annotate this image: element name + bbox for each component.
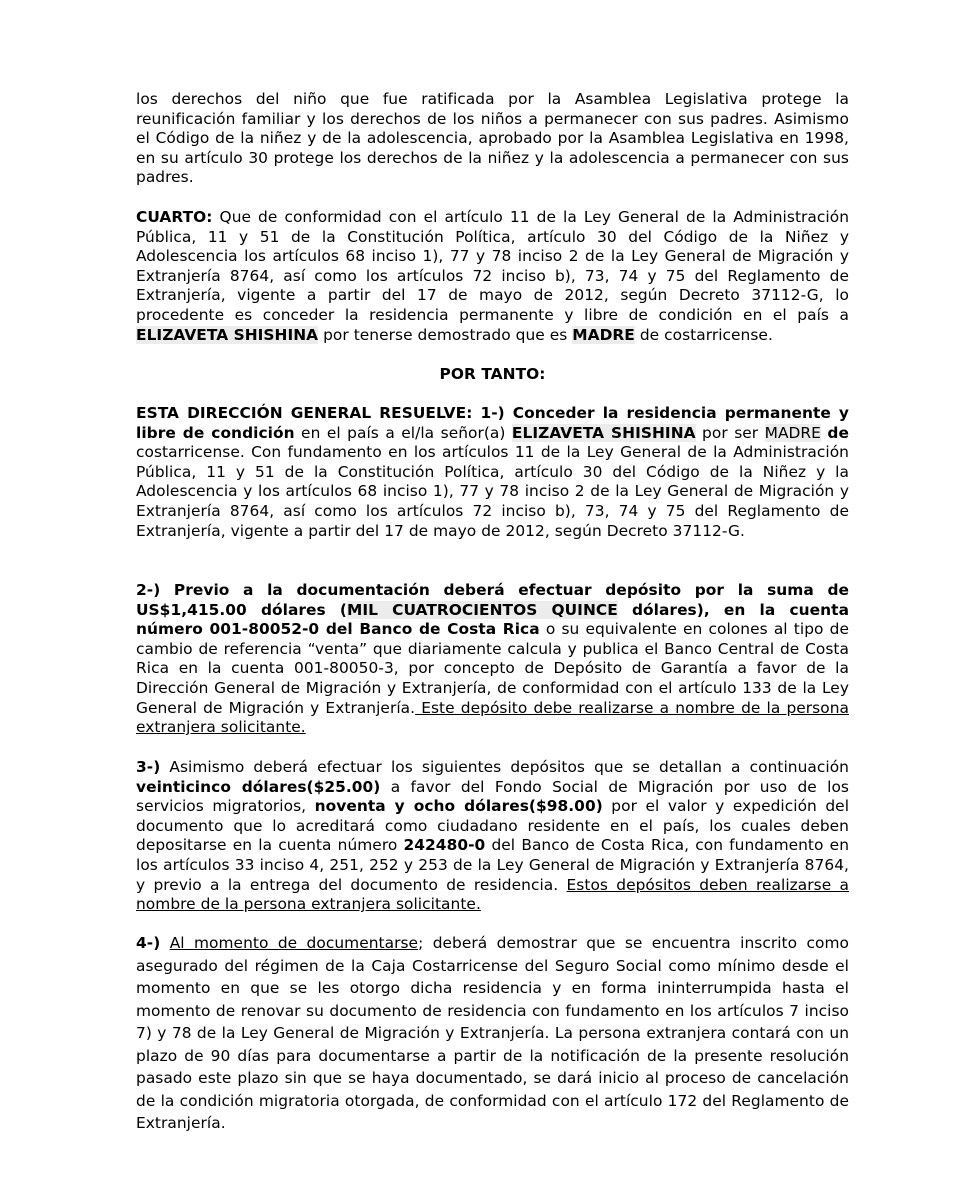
item-4-underlined: Al momento de documentarse (169, 934, 419, 952)
item-3-underlined: Estos depósitos deben realizarse a nombre de la persona extranjera solicitante. (136, 875, 849, 914)
relation-label-2: MADRE (764, 423, 821, 442)
applicant-name: ELIZAVETA SHISHINA (136, 325, 319, 344)
item-4-paragraph: 4-) Al momento de documentarse; deberá demostrar que se encuentra inscrito como asegurado del régimen de la Caja Costarricense del Seguro Social como mínimo desde el momento en que se les otorgo dicha residencia y en forma ininterrumpida hasta el momento de renovar su documento de residencia con fundamento en los artículos 7 inciso 7) y 78 de la Ley General de Migración y Extranjería. La persona extranjera contará con un plazo de 90 días para documentarse a partir de la notificación de la presente resolución pasado este plazo sin que se haya documentado, se dará inicio al proceso de cancelación de la condición migratoria otorgada, de conformidad con el artículo 172 del Reglamento de Extranjería. (136, 934, 849, 1132)
item-2-paragraph: 2-) Previo a la documentación deberá efectuar depósito por la suma de US$1,415.00 dólares (MIL CUATROCIENTOS QUINCE dólares), en la cuenta número 001-80052-0 del Banco de Costa Rica o su equivalente en colones al tipo de cambio de referencia “venta” que diariamente calcula y publica el Banco Central de Costa Rica en la cuenta 001-80050-3, por concepto de Depósito de Garantía a favor de la Dirección General de Migración y Extranjería, de conformidad con el artículo 133 de la Ley General de Migración y Extranjería. Este depósito debe realizarse a nombre de la persona extranjera solicitante. (136, 581, 849, 737)
account-number: 242480-0 (403, 836, 486, 855)
cuarto-label: CUARTO: (136, 208, 213, 226)
applicant-name-2: ELIZAVETA SHISHINA (511, 423, 696, 442)
amount-words: MIL CUATROCIENTOS QUINCE (346, 600, 618, 619)
relation-label: MADRE (572, 325, 635, 344)
cuarto-paragraph: CUARTO: Que de conformidad con el artículo 11 de la Ley General de la Administración Pública, 11 y 51 de la Constitución Política, artículo 30 del Código de la Niñez y Adolescencia los artículos 68 inciso 1), 77 y 78 inciso 2 de la Ley General de Migración y Extranjería 8764, así como los artículos 72 inciso b), 73, 74 y 75 del Reglamento de Extranjería, vigente a partir del 17 de mayo de 2012, según Decreto 37112-G, lo procedente es conceder la residencia permanente y libre de condición en el país a ELIZAVETA SHISHINA por tenerse demostrado que es MADRE de costarricense. (136, 208, 849, 344)
intro-paragraph: los derechos del niño que fue ratificada por la Asamblea Legislativa protege la reunificación familiar y los derechos de los niños a permanecer con sus padres. Asimismo el Código de la niñez y de la adolescencia, aprobado por la Asamblea Legislativa en 1998, en su artículo 30 protege los derechos de la niñez y la adolescencia a permanecer con sus padres. (136, 90, 849, 187)
resuelve-paragraph: ESTA DIRECCIÓN GENERAL RESUELVE: 1-) Conceder la residencia permanente y libre de condición en el país a el/la señor(a) ELIZAVETA SHISHINA por ser MADRE de costarricense. Con fundamento en los artículos 11 de la Ley General de la Administración Pública, 11 y 51 de la Constitución Política, artículo 30 del Código de la Niñez y la Adolescencia y los artículos 68 inciso 1), 77 y 78 inciso 2 de la Ley General de Migración y Extranjería 8764, así como los artículos 72 inciso b), 73, 74 y 75 del Reglamento de Extranjería, vigente a partir del 17 de mayo de 2012, según Decreto 37112-G. (136, 404, 849, 540)
por-tanto-heading: POR TANTO: (439, 365, 546, 383)
item-2-underlined: Este depósito debe realizarse a nombre de la persona extranjera solicitante. (136, 698, 849, 737)
resuelve-heading: ESTA DIRECCIÓN GENERAL RESUELVE: 1-) Conceder la residencia permanente y libre de condición (136, 404, 849, 442)
item-3-paragraph: 3-) Asimismo deberá efectuar los siguientes depósitos que se detallan a continuación veinticinco dólares($25.00) a favor del Fondo Social de Migración por uso de los servicios migratorios, noventa y ocho dólares($98.00) por el valor y expedición del documento que lo acreditará como ciudadano residente en el país, los cuales deben depositarse en la cuenta número 242480-0 del Banco de Costa Rica, con fundamento en los artículos 33 inciso 4, 251, 252 y 253 de la Ley General de Migración y Extranjería 8764, y previo a la entrega del documento de residencia. Estos depósitos deben realizarse a nombre de la persona extranjera solicitante. (136, 758, 850, 914)
